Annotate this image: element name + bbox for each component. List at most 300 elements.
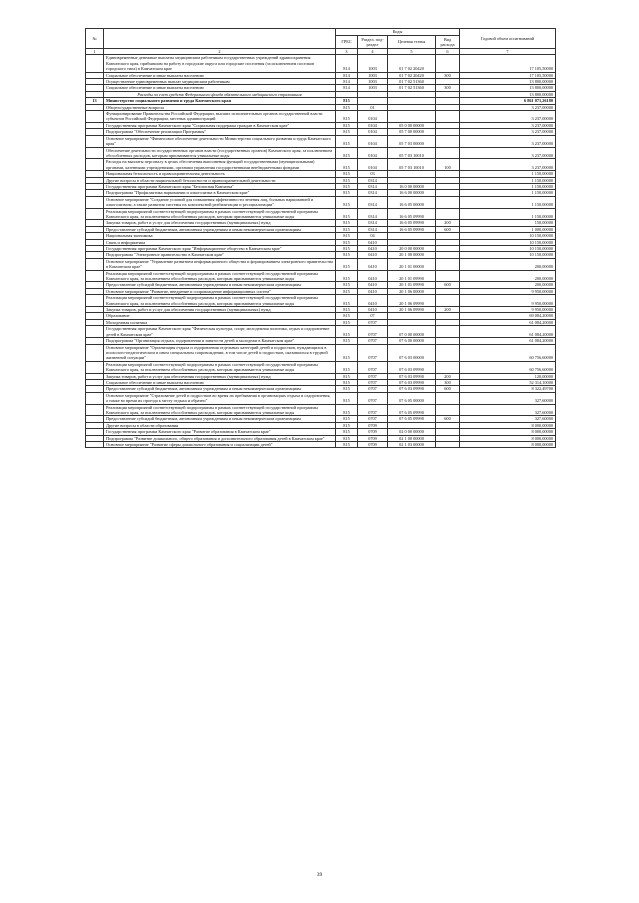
table-header <box>86 29 556 55</box>
row-razdel: 0707 <box>358 404 388 416</box>
row-number <box>86 258 104 270</box>
table-row <box>86 344 556 361</box>
row-name: Основное мероприятие "Организация отдыха и оздоровления отдельных категорий детей и подростков, нуждающихся в психолого-педагогическом и ином специальном сопровождении, в том числе детей и подростков, оказавшихся в трудной жизненной ситуации" <box>104 344 336 361</box>
row-target: 20 1 06 09990 <box>388 307 436 313</box>
row-amount: 1 150,00000 <box>460 196 556 208</box>
row-amount: 327,60000 <box>460 404 556 416</box>
row-target: 16 6 05 09990 <box>388 226 436 232</box>
row-name: Национальная экономика <box>104 233 336 239</box>
row-name: Государственная программа Камчатского края "Социальная поддержка граждан в Камчатском крае" <box>104 122 336 128</box>
row-razdel: 0707 <box>358 338 388 344</box>
row-razdel: 0104 <box>358 135 388 147</box>
row-name: Молодежная политика <box>104 319 336 325</box>
row-grbs: 815 <box>336 171 358 177</box>
row-grbs: 815 <box>336 239 358 245</box>
row-number <box>86 326 104 338</box>
row-razdel: 0709 <box>358 435 388 441</box>
row-grbs: 815 <box>336 442 358 448</box>
row-razdel: 03 <box>358 171 388 177</box>
table-row <box>86 159 556 171</box>
table-row <box>86 361 556 373</box>
row-grbs: 814 <box>336 85 358 91</box>
row-amount: 10 150,00000 <box>460 246 556 252</box>
row-amount: 200,00000 <box>460 258 556 270</box>
row-name: Государственная программа Камчатского края "Развитие образования в Камчатском крае" <box>104 429 336 435</box>
row-amount: 8 000,00000 <box>460 435 556 441</box>
row-name: Основное мероприятие "Страхование детей и подростков во время их пребывания в организациях отдыха и оздоровления, а также во время их проезда к месту отдыха и обратно" <box>104 392 336 404</box>
row-razdel: 0314 <box>358 208 388 220</box>
row-target: 20 1 06 00000 <box>388 288 436 294</box>
row-target: 02 0 00 00000 <box>388 429 436 435</box>
row-amount: 52 314,10000 <box>460 379 556 385</box>
row-vid: 200 <box>436 220 460 226</box>
table-row <box>86 55 556 72</box>
row-grbs: 815 <box>336 313 358 319</box>
row-number <box>86 111 104 123</box>
row-grbs: 815 <box>336 429 358 435</box>
row-name: Предоставление субсидий бюджетным, автономным учреждениям и иным некоммерческим организациям <box>104 226 336 232</box>
colnum: 3 <box>336 49 358 55</box>
row-grbs: 815 <box>336 220 358 226</box>
row-vid: 600 <box>436 226 460 232</box>
row-target: 07 6 03 00000 <box>388 344 436 361</box>
row-target: 07 6 03 09990 <box>388 379 436 385</box>
row-vid: 100 <box>436 159 460 171</box>
header-vid: Вид расхода <box>436 36 460 49</box>
row-target: 01 7 02 20420 <box>388 55 436 72</box>
row-razdel: 0410 <box>358 295 388 307</box>
row-amount: 61 084,20000 <box>460 319 556 325</box>
row-name: Реализация мероприятий соответствующей подпрограммы в рамках соответствующей государственной программы Камчатского края, за исключением обособленных расходов, которым присваиваются уникальные коды <box>104 295 336 307</box>
row-grbs: 815 <box>336 196 358 208</box>
table-row <box>86 404 556 416</box>
table-row <box>86 135 556 147</box>
row-amount: 9 950,00000 <box>460 307 556 313</box>
row-name: Основное мероприятие "Финансовое обеспечение деятельности Министерства социального развития и труда Камчатского края" <box>104 135 336 147</box>
row-grbs: 815 <box>336 338 358 344</box>
table-row <box>86 196 556 208</box>
row-razdel: 0707 <box>358 344 388 361</box>
row-grbs: 815 <box>336 392 358 404</box>
row-target: 20 1 01 00000 <box>388 258 436 270</box>
row-number: 13 <box>86 98 104 104</box>
row-name: Предоставление субсидий бюджетным, автономным учреждениям и иным некоммерческим организациям <box>104 416 336 422</box>
row-grbs: 815 <box>336 422 358 428</box>
row-amount: 3 237,00000 <box>460 122 556 128</box>
budget-table-page <box>85 28 555 448</box>
row-vid <box>436 326 460 338</box>
row-number <box>86 404 104 416</box>
row-target: 16 6 05 09990 <box>388 220 436 226</box>
row-razdel: 0104 <box>358 122 388 128</box>
row-target: 20 0 00 00000 <box>388 246 436 252</box>
header-name <box>104 29 336 49</box>
row-vid <box>436 258 460 270</box>
row-name: Государственная программа Камчатского края "Физическая культура, спорт, молодежная политика, отдых и оздоровление детей в Камчатском крае" <box>104 326 336 338</box>
row-razdel: 0707 <box>358 386 388 392</box>
row-name: Основное мероприятие "Создание условий для повышения эффективности лечения лиц, больных наркоманией и алкоголизмом, а также развития системы их комплексной реабилитации и ресоциализации" <box>104 196 336 208</box>
row-amount: 8 322,49700 <box>460 386 556 392</box>
row-grbs: 815 <box>336 129 358 135</box>
row-amount: 120,00000 <box>460 373 556 379</box>
row-number <box>86 55 104 72</box>
row-amount: 3 237,00000 <box>460 135 556 147</box>
row-razdel: 0410 <box>358 270 388 282</box>
row-name: Социальное обеспечение и иные выплаты населению <box>104 72 336 78</box>
row-name: Реализация мероприятий соответствующей подпрограммы в рамках соответствующей государственной программы Камчатского края, за исключением обособленных расходов, которым присваиваются уникальные коды <box>104 270 336 282</box>
row-grbs: 815 <box>336 319 358 325</box>
table-row <box>86 208 556 220</box>
row-name: Государственная программа Камчатского края "Безопасная Камчатка" <box>104 183 336 189</box>
row-amount: 8 000,00000 <box>460 442 556 448</box>
row-razdel: 0707 <box>358 373 388 379</box>
row-name: Предоставление субсидий бюджетным, автономным учреждениям и иным некоммерческим организациям <box>104 386 336 392</box>
row-name: Основное мероприятие "Развитие сферы дошкольного образования и социализации детей" <box>104 442 336 448</box>
row-amount: 8 000,00000 <box>460 422 556 428</box>
row-razdel: 1003 <box>358 85 388 91</box>
row-amount: 200,00000 <box>460 282 556 288</box>
row-vid <box>436 135 460 147</box>
row-vid: 200 <box>436 307 460 313</box>
row-number <box>86 135 104 147</box>
row-name: Другие вопросы в области образования <box>104 422 336 428</box>
row-grbs: 815 <box>336 122 358 128</box>
row-grbs: 815 <box>336 183 358 189</box>
row-grbs: 814 <box>336 79 358 85</box>
row-vid: 300 <box>436 379 460 385</box>
row-target: 05 7 03 00000 <box>388 135 436 147</box>
row-grbs: 815 <box>336 307 358 313</box>
row-grbs: 815 <box>336 111 358 123</box>
table-row <box>86 258 556 270</box>
row-razdel: 0707 <box>358 361 388 373</box>
colnum: 6 <box>436 49 460 55</box>
row-grbs: 815 <box>336 177 358 183</box>
row-target: 16 6 00 00000 <box>388 190 436 196</box>
row-grbs: 815 <box>336 379 358 385</box>
header-target: Целевая статья <box>388 36 436 49</box>
row-amount: 1 000,00000 <box>460 226 556 232</box>
row-name: Функционирование Правительства Российской Федерации, высших исполнительных органов государственной власти субъектов Российской Федерации, местных администраций <box>104 111 336 123</box>
row-razdel: 0314 <box>358 196 388 208</box>
row-target: 16 6 05 09990 <box>388 208 436 220</box>
row-razdel: 0104 <box>358 129 388 135</box>
row-grbs: 815 <box>336 252 358 258</box>
row-target: 20 1 00 00000 <box>388 252 436 258</box>
row-amount: 1 150,00000 <box>460 171 556 177</box>
row-razdel: 1003 <box>358 79 388 85</box>
row-grbs: 815 <box>336 295 358 307</box>
row-grbs: 814 <box>336 72 358 78</box>
row-amount: 13 800,00000 <box>460 85 556 91</box>
row-grbs: 815 <box>336 190 358 196</box>
row-grbs: 815 <box>336 326 358 338</box>
row-target: 01 7 02 51360 <box>388 79 436 85</box>
row-amount: 1 150,00000 <box>460 190 556 196</box>
row-grbs: 815 <box>336 344 358 361</box>
row-grbs: 815 <box>336 208 358 220</box>
row-amount: 61 084,20000 <box>460 338 556 344</box>
row-amount: 10 150,00000 <box>460 233 556 239</box>
table-row <box>86 111 556 123</box>
row-razdel: 0707 <box>358 379 388 385</box>
row-amount: 10 150,00000 <box>460 252 556 258</box>
row-target: 01 7 02 20420 <box>388 72 436 78</box>
row-target: 05 7 03 10010 <box>388 147 436 159</box>
row-amount: 150,00000 <box>460 220 556 226</box>
header-razdel: Раздел, под-раздел <box>358 36 388 49</box>
row-vid <box>436 111 460 123</box>
row-target: 16 6 05 00000 <box>388 196 436 208</box>
row-grbs: 815 <box>336 288 358 294</box>
row-grbs: 815 <box>336 404 358 416</box>
row-amount: 13 800,00000 <box>460 79 556 85</box>
row-amount: 69 084,20000 <box>460 313 556 319</box>
row-target: 05 0 00 00000 <box>388 122 436 128</box>
row-vid <box>436 392 460 404</box>
row-number <box>86 392 104 404</box>
row-amount: 327,60000 <box>460 392 556 404</box>
row-vid <box>436 404 460 416</box>
row-name: Другие вопросы в области национальной безопасности и правоохранительной деятельности <box>104 177 336 183</box>
header-amount: Годовой объем ассигнований <box>460 29 556 49</box>
row-razdel: 0709 <box>358 422 388 428</box>
row-name: Подпрограмма "Обеспечение реализации Программы" <box>104 129 336 135</box>
row-target: 07 6 03 09990 <box>388 386 436 392</box>
row-amount: 1 150,00000 <box>460 208 556 220</box>
row-vid <box>436 270 460 282</box>
row-vid: 300 <box>436 72 460 78</box>
row-razdel: 0104 <box>358 159 388 171</box>
row-name: Единовременные денежные выплаты медицинским работникам государственных учреждений здравоохранения Камчатского края, прибывшим на работу в городские округа или городские поселения (за исключением поселков городского типа) в Камчатском крае <box>104 55 336 72</box>
colnum: 2 <box>104 49 336 55</box>
row-vid <box>436 295 460 307</box>
row-razdel: 0709 <box>358 429 388 435</box>
row-razdel: 0707 <box>358 319 388 325</box>
row-amount: 327,60000 <box>460 416 556 422</box>
row-grbs: 815 <box>336 435 358 441</box>
row-razdel: 04 <box>358 233 388 239</box>
row-razdel: 0314 <box>358 226 388 232</box>
row-grbs: 815 <box>336 258 358 270</box>
row-amount: 17 105,50000 <box>460 72 556 78</box>
row-razdel: 0314 <box>358 183 388 189</box>
row-target: 02 1 00 00000 <box>388 435 436 441</box>
table-body <box>86 55 556 448</box>
row-amount: 60 756,60000 <box>460 361 556 373</box>
colnum: 7 <box>460 49 556 55</box>
row-target: 16 0 00 00000 <box>388 183 436 189</box>
row-amount: 3 237,00000 <box>460 159 556 171</box>
row-grbs: 815 <box>336 135 358 147</box>
table-row <box>86 147 556 159</box>
row-name: Общегосударственные вопросы <box>104 104 336 110</box>
row-amount: 200,00000 <box>460 270 556 282</box>
row-razdel: 0410 <box>358 288 388 294</box>
row-target: 07 6 03 09990 <box>388 361 436 373</box>
row-target: 20 1 06 09990 <box>388 295 436 307</box>
row-name: Основное мероприятие "Развитие, внедрение и сопровождение информационных систем" <box>104 288 336 294</box>
row-name: Осуществление единовременных выплат медицинским работникам <box>104 79 336 85</box>
row-grbs: 815 <box>336 270 358 282</box>
row-razdel: 0410 <box>358 307 388 313</box>
row-vid: 200 <box>436 373 460 379</box>
row-name: Подпрограмма "Профилактика наркомании и алкоголизма в Камчатском крае" <box>104 190 336 196</box>
row-grbs: 815 <box>336 147 358 159</box>
row-target: 07 6 03 09990 <box>388 373 436 379</box>
row-target: 20 1 01 09990 <box>388 270 436 282</box>
row-razdel: 1003 <box>358 72 388 78</box>
row-number <box>86 159 104 171</box>
row-target: 02 1 03 00000 <box>388 442 436 448</box>
row-number <box>86 361 104 373</box>
row-target: 07 6 05 09990 <box>388 416 436 422</box>
row-name: Подпрограмма "Организация отдыха, оздоровления и занятости детей и молодежи в Камчатском крае" <box>104 338 336 344</box>
row-number <box>86 295 104 307</box>
table-row <box>86 442 556 448</box>
row-amount: 10 150,00000 <box>460 239 556 245</box>
row-target: 20 1 01 09990 <box>388 282 436 288</box>
row-name: Связь и информатика <box>104 239 336 245</box>
row-razdel: 0410 <box>358 246 388 252</box>
row-name: Закупка товаров, работ и услуг для обеспечения государственных (муниципальных) нужд <box>104 220 336 226</box>
row-amount: 61 084,20000 <box>460 326 556 338</box>
row-amount: 60 756,60000 <box>460 344 556 361</box>
row-amount: 8 000,00000 <box>460 429 556 435</box>
row-grbs: 815 <box>336 246 358 252</box>
colnum: 4 <box>358 49 388 55</box>
row-vid <box>436 208 460 220</box>
row-name: Социальное обеспечение и иные выплаты населению <box>104 85 336 91</box>
header-no: № <box>86 29 104 49</box>
row-name: Подпрограмма "Электронное правительство в Камчатском крае" <box>104 252 336 258</box>
row-amount: 9 950,00000 <box>460 288 556 294</box>
row-target: 01 7 02 51360 <box>388 85 436 91</box>
colnum: 1 <box>86 49 104 55</box>
row-amount: 9 950,00000 <box>460 295 556 307</box>
row-name: Министерство социального развития и труда Камчатского края <box>104 98 336 104</box>
row-number <box>86 147 104 159</box>
row-razdel: 0410 <box>358 258 388 270</box>
row-razdel: 0410 <box>358 239 388 245</box>
row-vid: 600 <box>436 416 460 422</box>
row-razdel: 0707 <box>358 326 388 338</box>
row-razdel: 0410 <box>358 252 388 258</box>
row-name: Образование <box>104 313 336 319</box>
row-grbs: 815 <box>336 159 358 171</box>
row-target: 05 7 03 10010 <box>388 159 436 171</box>
row-amount: 1 150,00000 <box>460 177 556 183</box>
table-row <box>86 295 556 307</box>
row-number <box>86 344 104 361</box>
row-grbs: 815 <box>336 386 358 392</box>
row-name: Предоставление субсидий бюджетным, автономным учреждениям и иным некоммерческим организациям <box>104 282 336 288</box>
row-number <box>86 208 104 220</box>
row-grbs: 815 <box>336 226 358 232</box>
row-target: 07 6 00 00000 <box>388 338 436 344</box>
row-name: Основное мероприятие "Управление развитием информационного общества и формированием электронного правительства в Камчатском крае" <box>104 258 336 270</box>
row-razdel: 0104 <box>358 111 388 123</box>
row-amount: 17 105,50000 <box>460 55 556 72</box>
row-vid: 600 <box>436 386 460 392</box>
row-razdel: 0410 <box>358 282 388 288</box>
header-grbs: ГРБС <box>336 36 358 49</box>
row-razdel: 0709 <box>358 442 388 448</box>
row-name: Расходы на выплаты персоналу в целях обеспечения выполнения функций государственными (муниципальными) органами, казенными учреждениями, органами управления государственными внебюджетными фондами <box>104 159 336 171</box>
row-name: Расходы за счет средств Федерального фонда обязательного медицинского страхования <box>104 91 336 97</box>
row-grbs: 815 <box>336 282 358 288</box>
row-razdel: 0314 <box>358 220 388 226</box>
row-razdel: 0707 <box>358 392 388 404</box>
row-razdel: 0314 <box>358 190 388 196</box>
row-name: Реализация мероприятий соответствующей подпрограммы в рамках соответствующей государственной программы Камчатского края, за исключением обособленных расходов, которым присваиваются уникальные коды <box>104 404 336 416</box>
table-row <box>86 392 556 404</box>
row-name: Национальная безопасность и правоохранительная деятельность <box>104 171 336 177</box>
row-razdel: 0314 <box>358 177 388 183</box>
row-amount: 13 800,00000 <box>460 91 556 97</box>
row-vid <box>436 55 460 72</box>
row-vid <box>436 147 460 159</box>
table-row <box>86 270 556 282</box>
row-name: Закупка товаров, работ и услуг для обеспечения государственных (муниципальных) нужд <box>104 307 336 313</box>
row-razdel: 1003 <box>358 55 388 72</box>
row-amount: 1 150,00000 <box>460 183 556 189</box>
row-name: Обеспечение деятельности государственных органов власти (государственных органов) Камчатского края, за исключением обособленных расходов, которым присваиваются уникальные коды <box>104 147 336 159</box>
row-grbs: 815 <box>336 104 358 110</box>
row-vid <box>436 442 460 448</box>
row-razdel: 0104 <box>358 147 388 159</box>
row-amount: 3 237,00000 <box>460 104 556 110</box>
row-vid: 300 <box>436 85 460 91</box>
header-codes: Коды <box>336 29 460 36</box>
row-grbs: 815 <box>336 416 358 422</box>
row-name: Закупка товаров, работ и услуг для обеспечения государственных (муниципальных) нужд <box>104 373 336 379</box>
row-vid <box>436 361 460 373</box>
row-grbs: 814 <box>336 55 358 72</box>
colnum: 5 <box>388 49 436 55</box>
row-target: 05 7 00 00000 <box>388 129 436 135</box>
table-row <box>86 326 556 338</box>
row-razdel: 07 <box>358 313 388 319</box>
row-amount: 6 861 071,26180 <box>460 98 556 104</box>
row-number <box>86 270 104 282</box>
row-razdel: 0707 <box>358 416 388 422</box>
row-amount: 3 237,00000 <box>460 147 556 159</box>
row-number <box>86 442 104 448</box>
row-target: 07 0 00 00000 <box>388 326 436 338</box>
row-name: Реализация мероприятий соответствующей подпрограммы в рамках соответствующей государственной программы Камчатского края, за исключением обособленных расходов, которым присваиваются уникальные коды <box>104 361 336 373</box>
row-grbs: 815 <box>336 361 358 373</box>
row-vid <box>436 344 460 361</box>
row-target <box>388 111 436 123</box>
row-name: Государственная программа Камчатского края "Информационное общество в Камчатском крае" <box>104 246 336 252</box>
row-number <box>86 196 104 208</box>
row-grbs: 815 <box>336 98 358 104</box>
row-vid <box>436 196 460 208</box>
row-target: 07 6 05 09990 <box>388 404 436 416</box>
row-name: Подпрограмма "Развитие дошкольного, общего образования и дополнительного образования детей в Камчатском крае" <box>104 435 336 441</box>
row-amount: 3 237,00000 <box>460 129 556 135</box>
row-amount: 3 237,00000 <box>460 111 556 123</box>
row-razdel: 01 <box>358 104 388 110</box>
page-number: 39 <box>316 872 323 878</box>
row-target: 07 6 05 00000 <box>388 392 436 404</box>
budget-table <box>85 28 556 448</box>
row-grbs: 815 <box>336 373 358 379</box>
row-name: Реализация мероприятий соответствующей подпрограммы в рамках соответствующей государственной программы Камчатского края, за исключением обособленных расходов, которым присваиваются уникальные коды <box>104 208 336 220</box>
row-name: Социальное обеспечение и иные выплаты населению <box>104 379 336 385</box>
row-vid: 600 <box>436 282 460 288</box>
